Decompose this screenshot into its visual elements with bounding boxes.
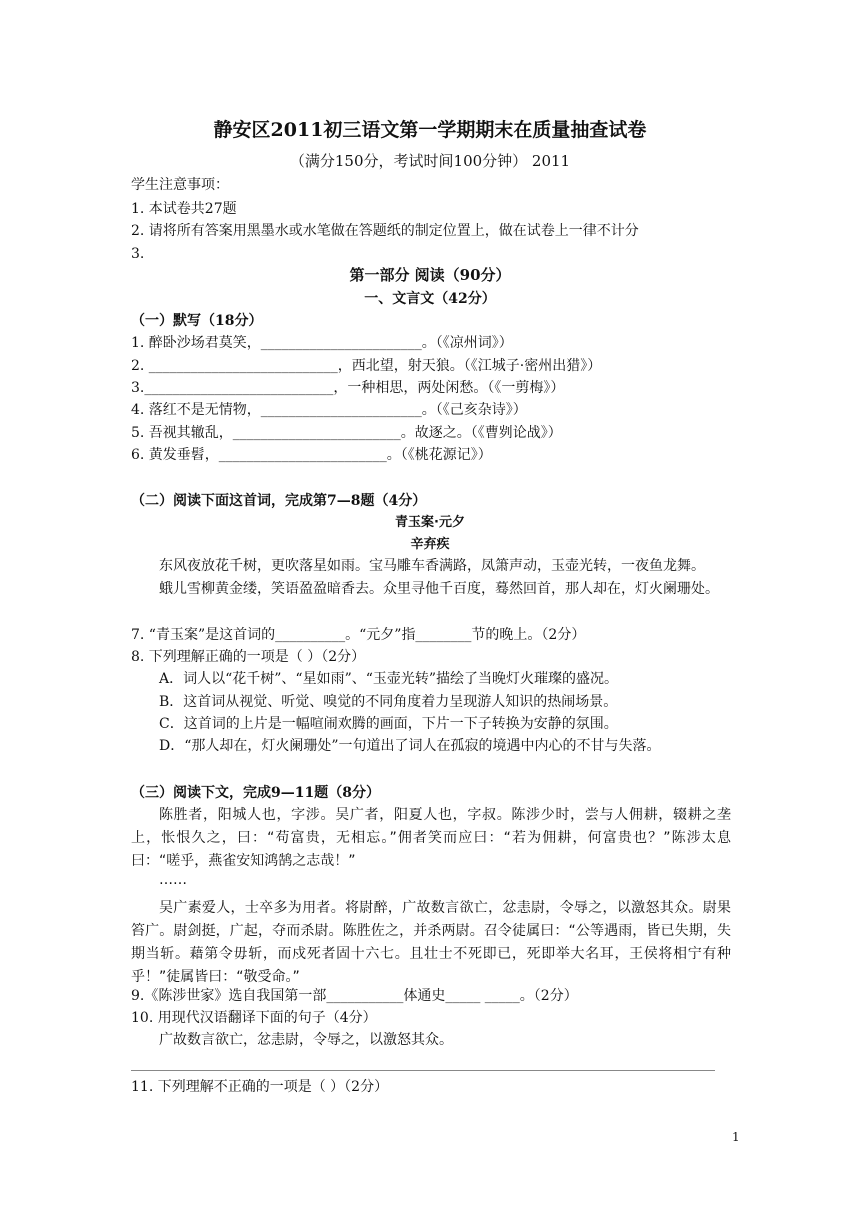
section-heading: 一、文言文（42分） (364, 291, 496, 307)
exam-subtitle: （满分150分，考试时间100分钟） 2011 (289, 152, 571, 170)
poem-stanza: 蛾儿雪柳黄金缕，笑语盈盈暗香去。众里寻他千百度，蓦然回首，那人却在，灯火阑珊处。 (159, 581, 719, 597)
prose-paragraph: 吴广素爱人，士卒多为用者。将尉醉，广故数言欲亡，忿恚尉，令辱之，以激怒其众。尉果笞广。尉剑挺，广起，夺而杀尉。陈胜佐之，并杀两尉。召令徒属曰：“公等遇雨，皆已失期，失期当斩。藉第令毋斩，而戍死者固十六七。且壮士不死即已，死即举大名耳，王侯将相宁有种乎！”徒属皆曰：“敬受命。” (131, 900, 731, 985)
dictation-item: 1. 醉卧沙场君莫笑，_______________________。（《凉州词》） (131, 335, 513, 351)
question-9: 9.《陈涉世家》选自我国第一部___________体通史_____ _____。（2分） (131, 988, 578, 1004)
poem-section-heading: （二）阅读下面这首词，完成第7—8题（4分） (131, 493, 427, 509)
part-heading: 第一部分 阅读（90分） (349, 266, 511, 284)
exam-title: 静安区2011初三语文第一学期期末在质量抽查试卷 (213, 119, 647, 141)
page-number: 1 (732, 1130, 740, 1144)
option-b: B．这首词从视觉、听觉、嗅觉的不同角度着力呈现游人知识的热闹场景。 (159, 694, 618, 710)
note-item: 3. (131, 246, 145, 262)
option-d: D．“那人却在，灯火阑珊处”一句道出了词人在孤寂的境遇中内心的不甘与失落。 (159, 738, 661, 754)
dictation-item: 5. 吾视其辙乱，________________________。故逐之。（《曹刿论战》） (131, 425, 562, 441)
poem-title: 青玉案·元夕 (395, 515, 465, 530)
question-11: 11. 下列理解不正确的一项是（ ）（2分） (131, 1079, 389, 1095)
dictation-item: 6. 黄发垂髫，________________________。（《桃花源记》） (131, 447, 492, 463)
option-a: A．词人以“花千树”、“星如雨”、“玉壶光转”描绘了当晚灯火璀璨的盛况。 (159, 671, 619, 687)
dictation-item: 4. 落红不是无情物，_______________________。（《己亥杂诗》） (131, 402, 527, 418)
poem-author: 辛弃疾 (410, 537, 450, 552)
question-10-sentence: 广故数言欲亡，忿恚尉，令辱之，以激怒其众。 (159, 1032, 453, 1048)
dictation-heading: （一）默写（18分） (131, 313, 263, 329)
note-item: 2. 请将所有答案用黑墨水或水笔做在答题纸的制定位置上，做在试卷上一律不计分 (131, 223, 639, 239)
prose-paragraph: 陈胜者，阳城人也，字涉。吴广者，阳夏人也，字叔。陈涉少时，尝与人佣耕，辍耕之垄上，怅恨久之，曰：“苟富贵，无相忘。”佣者笑而应曰：“若为佣耕，何富贵也？”陈涉太息曰：“嗟乎，燕雀安知鸿鹄之志哉！” (131, 807, 731, 869)
poem-stanza: 东风夜放花千树，更吹落星如雨。宝马雕车香满路，凤箫声动，玉壶光转，一夜鱼龙舞。 (159, 558, 705, 574)
dictation-item: 2. ___________________________，西北望，射天狼。（《江城子·密州出猎》） (131, 358, 602, 374)
prose-section-heading: （三）阅读下文，完成9—11题（8分） (131, 785, 380, 801)
question-7: 7. “青玉案”是这首词的__________。“元夕”指________节的晚上。（2分） (131, 627, 586, 643)
question-8: 8. 下列理解正确的一项是（ ）（2分） (131, 649, 366, 665)
answer-line (131, 1070, 715, 1071)
question-10: 10. 用现代汉语翻译下面的句子（4分） (131, 1010, 377, 1026)
option-c: C．这首词的上片是一幅喧闹欢腾的画面，下片一下子转换为安静的氛围。 (159, 716, 618, 732)
notes-heading: 学生注意事项： (131, 177, 229, 193)
dictation-item: 3.___________________________，一种相思，两处闲愁。（《一剪梅》） (131, 380, 565, 396)
note-item: 1. 本试卷共27题 (131, 201, 237, 217)
prose-ellipsis: …… (159, 872, 187, 888)
